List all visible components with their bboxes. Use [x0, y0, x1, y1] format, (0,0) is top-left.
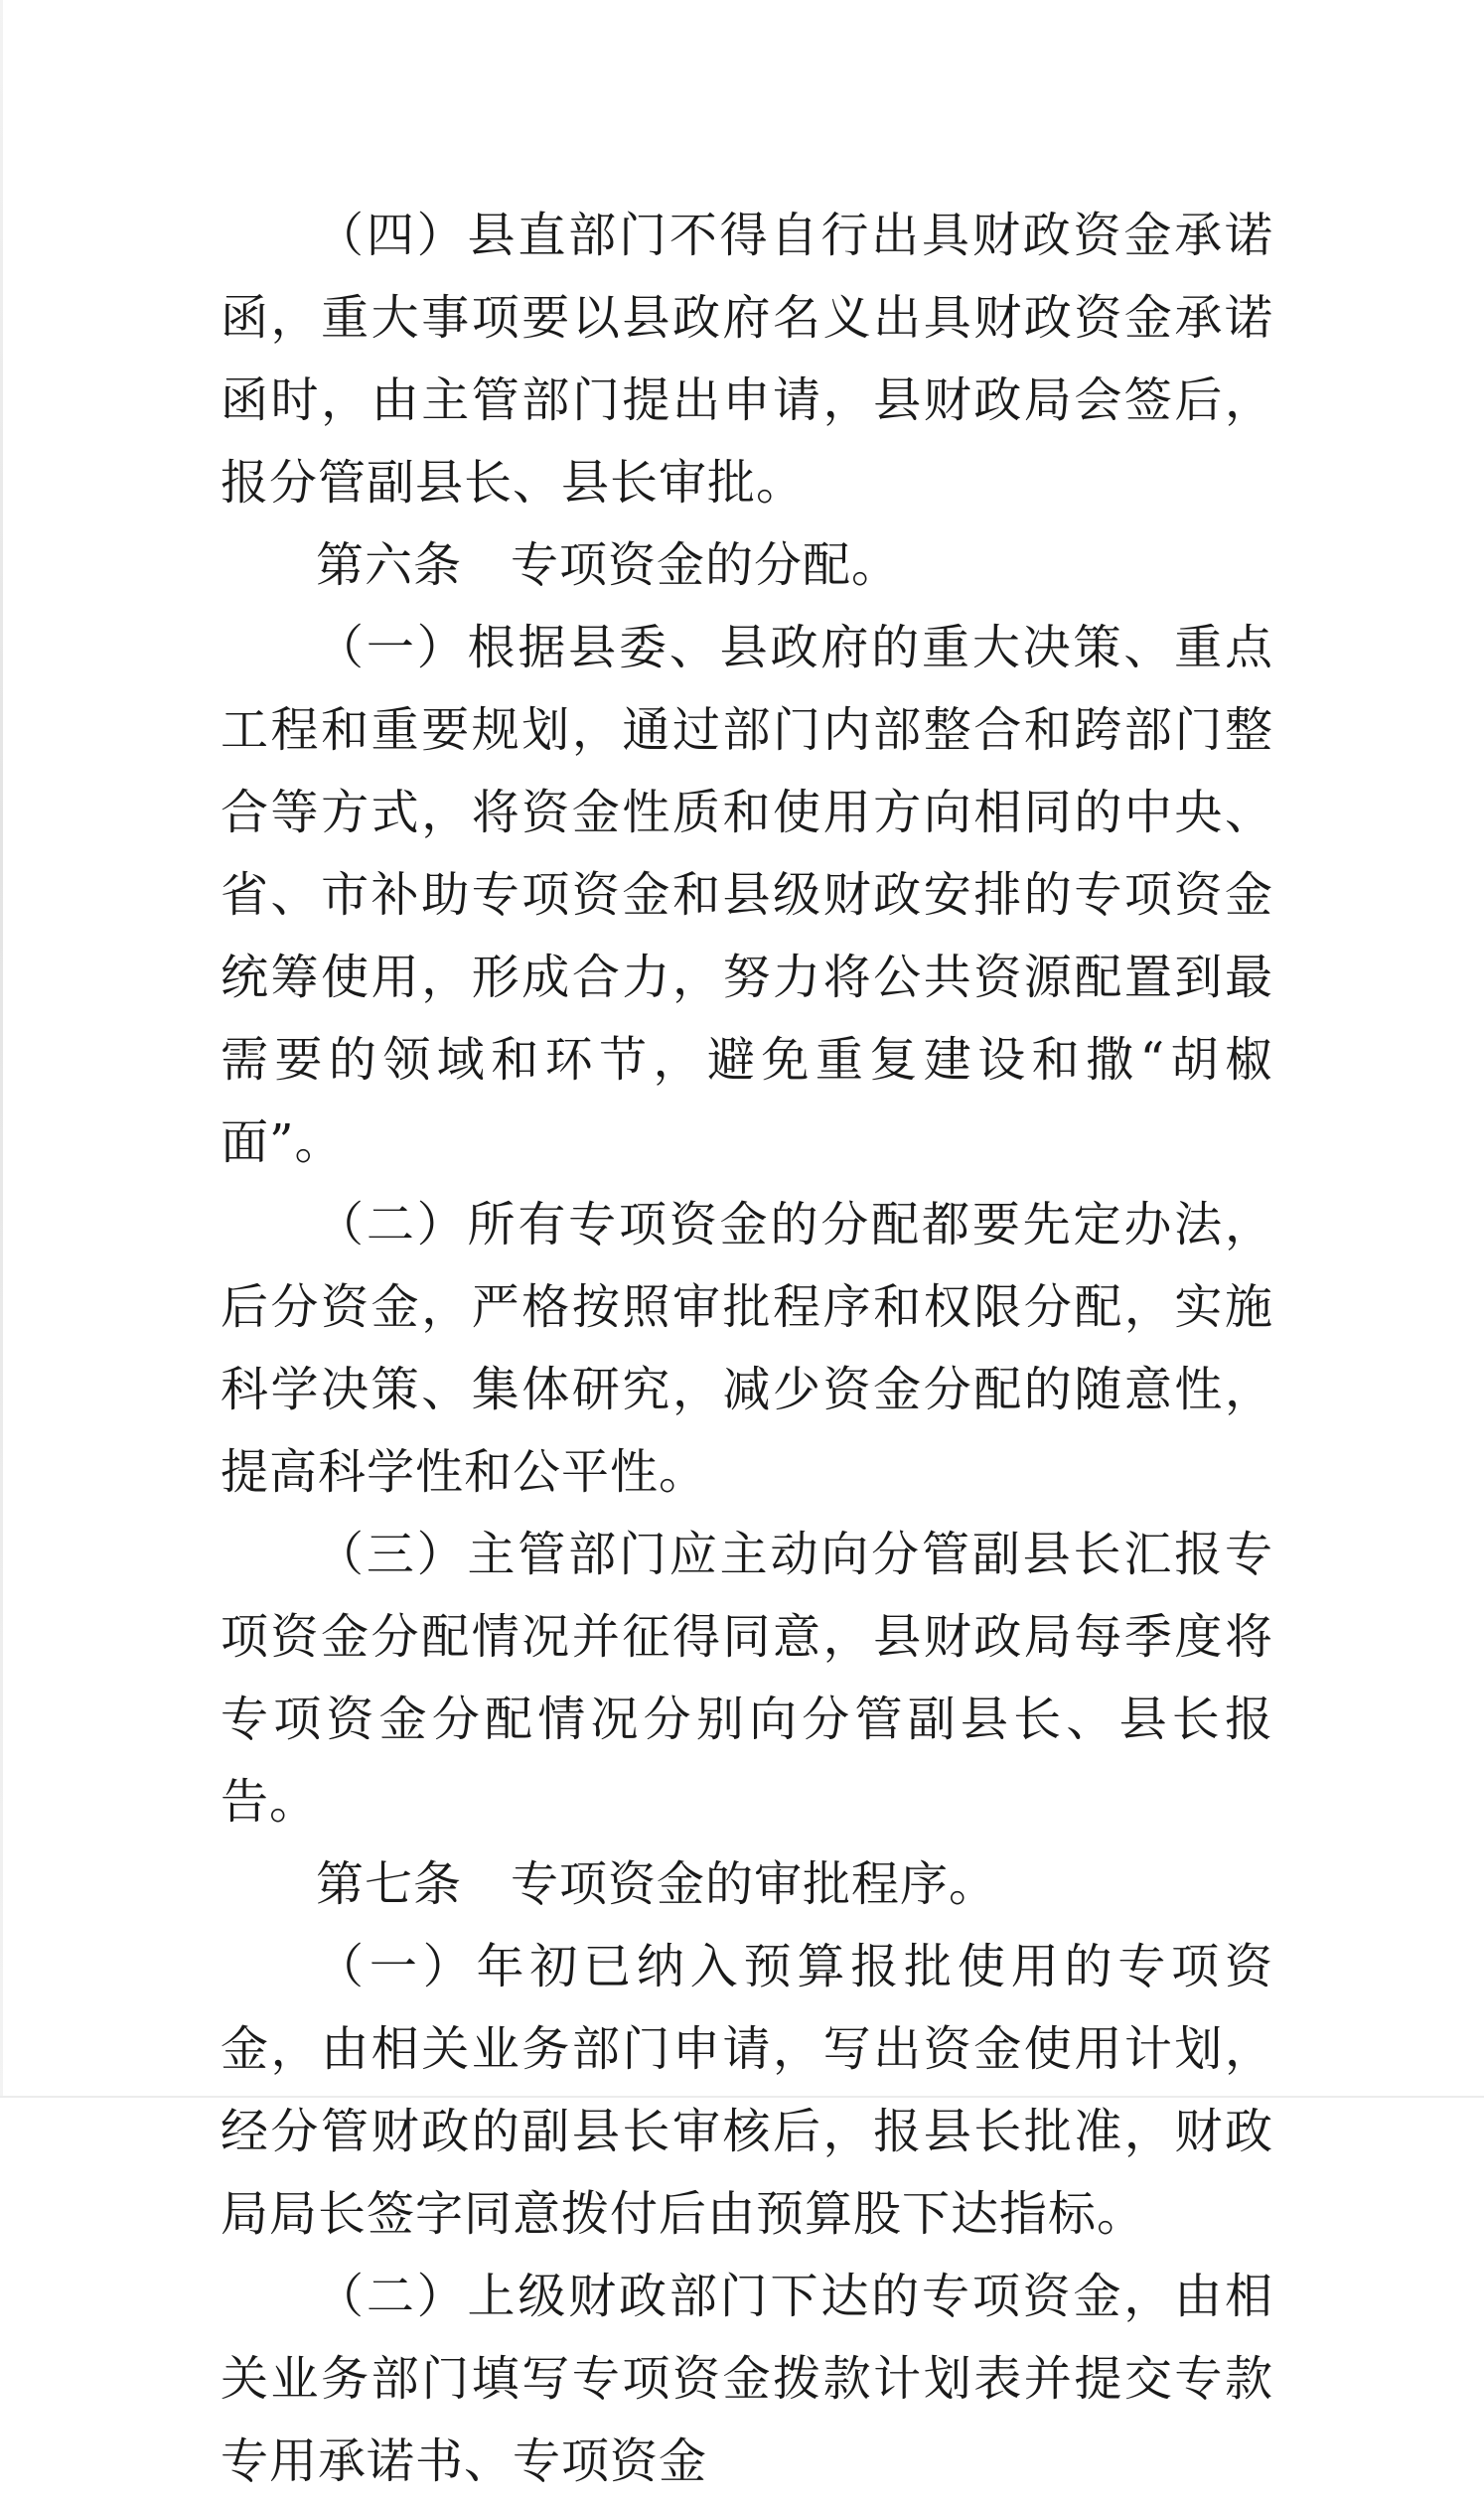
paragraph-item-1-approval: （一）年初已纳入预算报批使用的专项资金，由相关业务部门申请，写出资金使用计划，经分管财政的副县长审核后，报县长批准，财政局局长签字同意拨付后由预算股下达指标。	[221, 1939, 1273, 2242]
paragraph-item-2: （二）所有专项资金的分配都要先定办法，后分资金，严格按照审批程序和权限分配，实施科学决策、集体研究，减少资金分配的随意性，提高科学性和公平性。	[221, 1197, 1273, 1500]
article-7-heading: 第七条 专项资金的审批程序。	[316, 1856, 998, 1912]
paragraph-item-2-approval: （二）上级财政部门下达的专项资金，由相关业务部门填写专项资金拨款计划表并提交专款专用承诺书、专项资金	[221, 2269, 1273, 2489]
document-body	[221, 195, 1273, 2503]
paragraph-item-1: （一）根据县委、县政府的重大决策、重点工程和重要规划，通过部门内部整合和跨部门整合等方式，将资金性质和使用方向相同的中央、省、市补助专项资金和县级财政安排的专项资金统筹使用，形成合力，努力将公共资源配置到最需要的领域和环节，避免重复建设和撒“胡椒面”。	[221, 620, 1273, 1170]
paragraph-item-4: （四）县直部门不得自行出具财政资金承诺函，重大事项要以县政府名义出具财政资金承诺函时，由主管部门提出申请，县财政局会签后，报分管副县长、县长审批。	[221, 208, 1273, 511]
article-6-heading: 第六条 专项资金的分配。	[316, 537, 901, 593]
scan-left-edge	[0, 0, 3, 2098]
paragraph-item-3: （三）主管部门应主动向分管副县长汇报专项资金分配情况并征得同意，县财政局每季度将专项资金分配情况分别向分管副县长、县长报告。	[221, 1527, 1273, 1830]
